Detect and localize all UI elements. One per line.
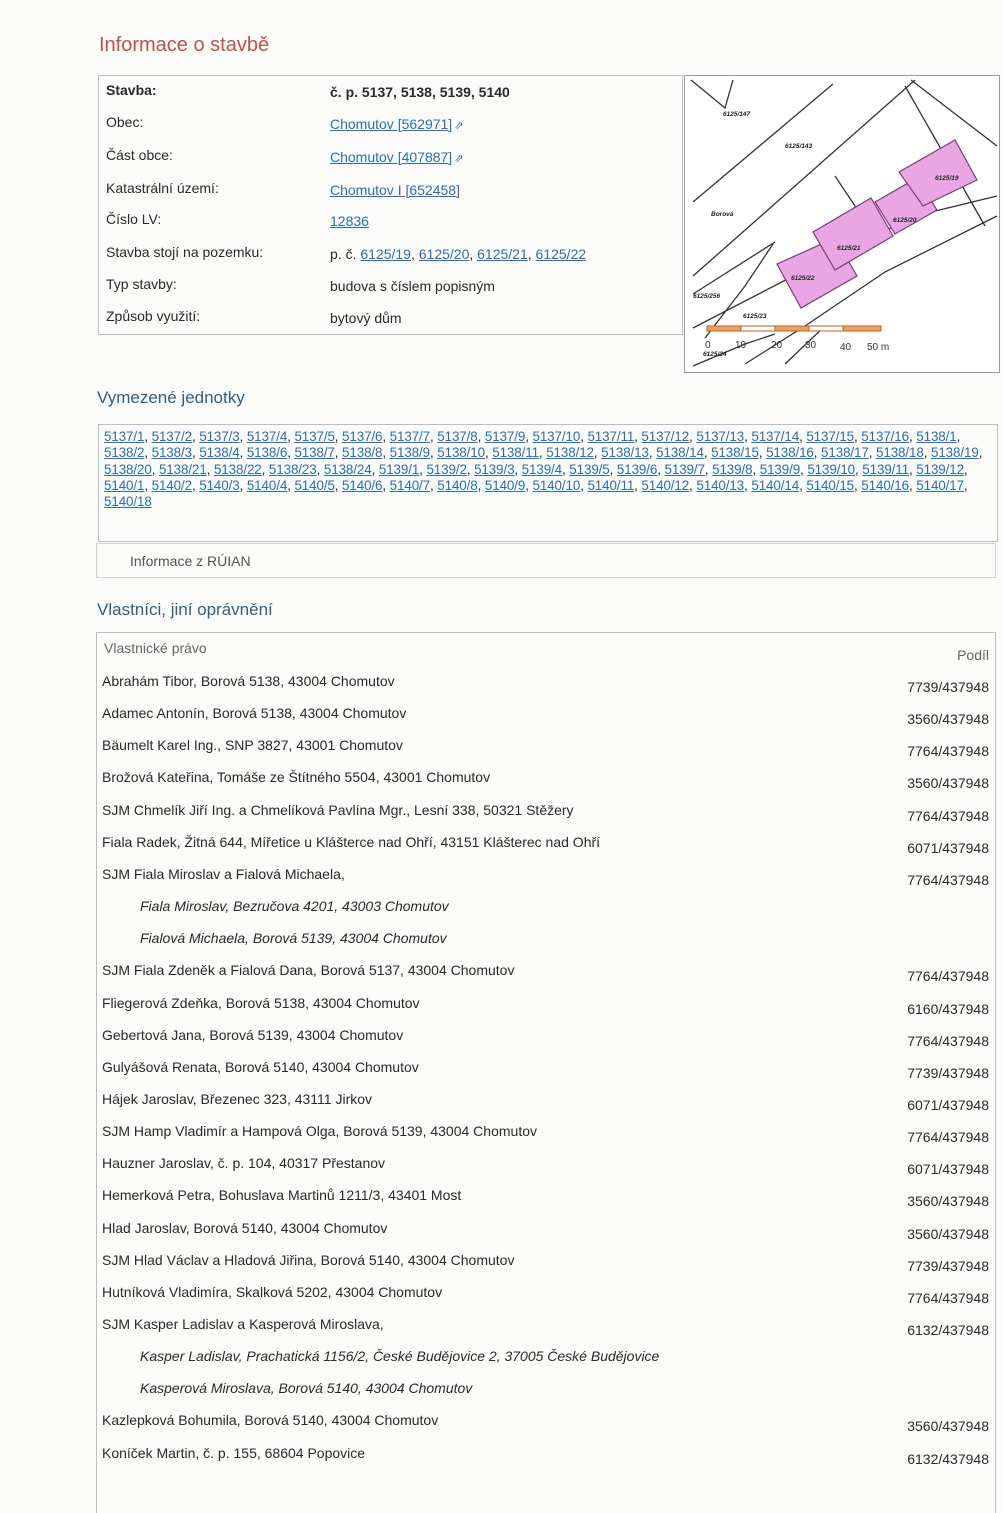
unit-link[interactable]: 5140/5 xyxy=(294,477,335,493)
parcel-prefix: p. č. xyxy=(330,246,357,262)
owner-row xyxy=(97,1051,995,1083)
info-key: Obec: xyxy=(106,114,144,130)
owner-name: Hájek Jaroslav, Březenec 323, 43111 Jirkov xyxy=(102,1090,373,1107)
owner-row xyxy=(97,858,995,890)
map-line xyxy=(693,242,775,294)
owner-name: Kasperová Miroslava, Borová 5140, 43004 Chomutov xyxy=(140,1380,473,1397)
unit-link[interactable]: 5138/3 xyxy=(151,445,192,461)
info-row-cislo-lv xyxy=(99,205,682,237)
owner-name: Hauzner Jaroslav, č. p. 104, 40317 Přestanov xyxy=(102,1155,386,1172)
owner-share: 6071/437948 xyxy=(907,1161,989,1178)
unit-link[interactable]: 5137/2 xyxy=(151,429,192,444)
owner-name: Bäumelt Karel Ing., SNP 3827, 43001 Chomutov xyxy=(102,737,403,754)
owner-sub-row xyxy=(97,1372,995,1404)
owners-table xyxy=(96,632,996,1513)
unit-link[interactable]: 5140/11 xyxy=(587,477,635,493)
owner-name: Hlad Jaroslav, Borová 5140, 43004 Chomutov xyxy=(102,1219,388,1236)
unit-link[interactable]: 5140/1 xyxy=(104,477,145,493)
unit-link[interactable]: 5138/1 xyxy=(916,429,957,444)
info-key: Stavba: xyxy=(106,82,157,98)
info-key: Číslo LV: xyxy=(106,211,162,227)
owner-share: 3560/437948 xyxy=(907,1418,989,1435)
map-label: 6125/147 xyxy=(723,111,751,118)
parcel-link[interactable]: 6125/20 xyxy=(418,246,470,262)
owner-name: Hutníková Vladimíra, Skalková 5202, 43004 Chomutov xyxy=(102,1283,443,1300)
owner-row xyxy=(97,1244,995,1276)
owner-share: 7764/437948 xyxy=(907,1129,989,1146)
unit-link[interactable]: 5137/9 xyxy=(484,429,526,444)
ruian-label[interactable]: Informace z RÚIAN xyxy=(130,553,251,569)
unit-link[interactable]: 5137/8 xyxy=(437,429,478,444)
owner-row xyxy=(97,954,995,986)
unit-link[interactable]: 5138/9 xyxy=(389,445,431,461)
owner-sub-row xyxy=(97,1340,995,1372)
owner-name: Fiala Radek, Žitná 644, Mířetice u Klášterce nad Ohří, 43151 Klášterec nad Ohří xyxy=(102,833,601,850)
info-key: Katastrální území: xyxy=(106,180,219,196)
owner-row xyxy=(97,1276,995,1308)
owner-share: 7739/437948 xyxy=(907,679,989,695)
info-row-cast-obce xyxy=(99,141,682,173)
unit-link[interactable]: 5140/2 xyxy=(151,477,192,493)
info-row-obec xyxy=(99,108,682,140)
unit-link[interactable]: 5138/4 xyxy=(199,445,240,461)
scale-label: 40 xyxy=(840,342,852,353)
owner-row xyxy=(97,1212,995,1244)
map-label: 6125/22 xyxy=(791,275,815,282)
unit-link[interactable]: 5137/6 xyxy=(342,429,383,444)
owner-name: SJM Chmelík Jiří Ing. a Chmelíková Pavlína Mgr., Lesní 338, 50321 Stěžery xyxy=(102,801,574,818)
unit-link[interactable]: 5140/6 xyxy=(342,477,383,493)
owner-share: 7764/437948 xyxy=(907,1032,989,1049)
owner-share: 3560/437948 xyxy=(907,1225,989,1242)
map-label: Borová xyxy=(711,211,734,218)
info-row-zpusob-vyuziti xyxy=(99,302,682,334)
unit-link[interactable]: 5139/12 xyxy=(916,461,964,477)
unit-link[interactable]: 5139/2 xyxy=(426,461,467,477)
unit-link[interactable]: 5140/12 xyxy=(641,477,690,493)
parcel-link[interactable]: 6125/21 xyxy=(477,246,528,262)
owner-row xyxy=(97,1404,995,1436)
owner-share: 6071/437948 xyxy=(907,1096,989,1113)
page-title: Informace o stavbě xyxy=(99,34,270,56)
info-row-katastralni-uzemi xyxy=(99,174,682,206)
owner-share: 3560/437948 xyxy=(907,711,989,728)
info-value: bytový dům xyxy=(330,310,402,326)
info-value-stavba: č. p. 5137, 5138, 5139, 5140 xyxy=(330,84,510,100)
external-link-icon[interactable]: ⇗ xyxy=(454,153,464,165)
units-list-box xyxy=(98,424,998,542)
owner-name: Adamec Antonín, Borová 5138, 43004 Chomutov xyxy=(102,705,407,722)
unit-link[interactable]: 5138/17 xyxy=(821,445,869,461)
unit-link[interactable]: 5137/10 xyxy=(532,429,581,444)
owner-name: Gulyášová Renata, Borová 5140, 43004 Chomutov xyxy=(102,1058,419,1075)
owner-name: Fliegerová Zdeňka, Borová 5138, 43004 Chomutov xyxy=(102,994,420,1011)
owner-share: 7739/437948 xyxy=(907,1064,989,1081)
owner-name: Kazlepková Bohumila, Borová 5140, 43004 Chomutov xyxy=(102,1412,439,1429)
owner-share: 6132/437948 xyxy=(907,1322,989,1338)
unit-link[interactable]: 5139/10 xyxy=(807,461,856,477)
owner-share: 7764/437948 xyxy=(907,807,989,824)
unit-link[interactable]: 5139/8 xyxy=(712,461,753,477)
owner-share: 6132/437948 xyxy=(907,1450,989,1467)
map-label: 6125/24 xyxy=(703,351,727,358)
map-label: 6125/19 xyxy=(935,175,959,182)
unit-link[interactable]: 5139/9 xyxy=(759,461,801,477)
cast-obce-link[interactable]: Chomutov [407887] xyxy=(330,149,453,165)
unit-link[interactable]: 5138/20 xyxy=(104,461,152,477)
info-key: Typ stavby: xyxy=(106,276,177,292)
owner-name: Abrahám Tibor, Borová 5138, 43004 Chomutov xyxy=(102,673,395,689)
unit-link[interactable]: 5140/17 xyxy=(916,477,964,493)
scale-label: 10 xyxy=(735,340,747,351)
external-link-icon[interactable]: ⇗ xyxy=(454,120,464,132)
unit-link[interactable]: 5140/8 xyxy=(437,477,478,493)
owner-row xyxy=(97,697,995,729)
unit-link[interactable]: 5140/15 xyxy=(806,477,855,493)
owners-section-title: Vlastníci, jiní oprávnění xyxy=(97,600,273,619)
owner-name: SJM Fiala Miroslav a Fialová Michaela, xyxy=(102,865,345,882)
unit-link[interactable]: 5137/16 xyxy=(861,429,910,444)
unit-link[interactable]: 5138/12 xyxy=(546,445,594,461)
obec-link[interactable]: Chomutov [562971] xyxy=(330,116,453,132)
map-scale-bar xyxy=(707,326,881,331)
info-key: Stavba stojí na pozemku: xyxy=(106,244,264,260)
owner-row xyxy=(97,987,995,1019)
unit-link[interactable]: 5138/16 xyxy=(766,445,814,461)
owner-row xyxy=(97,1083,995,1115)
scale-label: 30 xyxy=(805,340,817,351)
map-label: 6125/23 xyxy=(743,313,767,320)
owner-share: 7764/437948 xyxy=(907,968,989,985)
unit-link[interactable]: 5138/22 xyxy=(213,461,262,477)
unit-link[interactable]: 5138/8 xyxy=(342,445,383,461)
unit-link[interactable]: 5138/21 xyxy=(158,461,207,477)
unit-link[interactable]: 5137/3 xyxy=(199,429,240,444)
owner-row xyxy=(97,794,995,826)
owner-name: SJM Hamp Vladimír a Hampová Olga, Borová 5139, 43004 Chomutov xyxy=(102,1123,537,1140)
owner-row xyxy=(97,729,995,761)
unit-link[interactable]: 5137/7 xyxy=(389,429,431,444)
unit-link[interactable]: 5138/24 xyxy=(323,461,372,477)
map-drawing xyxy=(685,76,999,372)
unit-link[interactable]: 5138/11 xyxy=(492,445,539,461)
owner-share: 7764/437948 xyxy=(907,743,989,760)
owner-share: 6071/437948 xyxy=(907,839,989,856)
map-label: 6125/20 xyxy=(893,217,917,224)
unit-link[interactable]: 5140/4 xyxy=(246,477,288,493)
unit-link[interactable]: 5138/15 xyxy=(711,445,759,461)
owner-row xyxy=(97,1179,995,1211)
map-line xyxy=(691,80,733,108)
owner-share: 3560/437948 xyxy=(907,775,989,792)
map-label: 6125/143 xyxy=(785,143,813,150)
owner-row xyxy=(97,665,995,697)
unit-link[interactable]: 5137/12 xyxy=(641,429,690,444)
owner-name: Gebertová Jana, Borová 5139, 43004 Chomutov xyxy=(102,1026,404,1043)
scale-label: 20 xyxy=(771,340,783,351)
owner-name: SJM Fiala Zdeněk a Fialová Dana, Borová 5137, 43004 Chomutov xyxy=(102,962,515,979)
unit-link[interactable]: 5139/6 xyxy=(616,461,658,477)
cislo-lv-link[interactable]: 12836 xyxy=(330,213,369,229)
owner-share: 7764/437948 xyxy=(907,871,989,888)
unit-link[interactable]: 5137/1 xyxy=(104,429,145,444)
map-label: 6125/21 xyxy=(837,245,861,252)
unit-link[interactable]: 5138/7 xyxy=(294,445,335,461)
unit-link[interactable]: 5137/11 xyxy=(587,429,635,444)
katastralni-uzemi-link[interactable]: Chomutov I [652458] xyxy=(330,182,460,198)
owner-share: 6160/437948 xyxy=(907,1000,989,1017)
unit-link[interactable]: 5139/11 xyxy=(862,461,910,477)
info-row-stavba xyxy=(99,76,682,108)
unit-link[interactable]: 5138/19 xyxy=(930,445,979,461)
owner-share: 7764/437948 xyxy=(907,1289,989,1306)
unit-link[interactable]: 5139/4 xyxy=(521,461,563,477)
unit-link[interactable]: 5138/13 xyxy=(601,445,649,461)
owners-header-right: Podíl xyxy=(957,647,989,663)
scale-label: 0 xyxy=(705,340,711,351)
unit-link[interactable]: 5137/5 xyxy=(294,429,335,444)
owner-name: Fiala Miroslav, Bezručova 4201, 43003 Chomutov xyxy=(140,898,449,915)
units-list: 5137/1, 5137/2, 5137/3, 5137/4, 5137/5, 5137/6, 5137/7, 5137/8, 5137/9, 5137/10, 5137/11, 5137/12, 5137/13, 5137/14, 5137/15, 5137/16, 5138/1, 5138/2, 5138/3, 5138/4, 5138/6, 5138/7, 5138/8, 5138/9, 5138/10, 5138/11, 5138/12, 5138/13, 5138/14, 5138/15, 5138/16, 5138/17, 5138/18, 5138/19, 5138/20, 5138/21, 5138/22, 5138/23, 5138/24, 5139/1, 5139/2, 5139/3, 5139/4, 5139/5, 5139/6, 5139/7, 5139/8, 5139/9, 5139/10, 5139/11, 5139/12, 5140/1, 5140/2, 5140/3, 5140/4, 5140/5, 5140/6, 5140/7, 5140/8, 5140/9, 5140/10, 5140/11, 5140/12, 5140/13, 5140/14, 5140/15, 5140/16, 5140/17, 5140/18 xyxy=(104,429,983,510)
info-row-pozemek: Stavba stojí na pozemku: p. č. 6125/19, 6125/20, 6125/21, 6125/22 xyxy=(106,244,587,262)
owner-row xyxy=(97,1308,995,1340)
owner-name: Kasper Ladislav, Prachatická 1156/2, České Budějovice 2, 37005 České Budějovice xyxy=(140,1348,660,1365)
owner-name: Brožová Kateřina, Tomáše ze Štítného 5504, 43001 Chomutov xyxy=(102,769,491,786)
owner-name: Hemerková Petra, Bohuslava Martinů 1211/3, 43401 Most xyxy=(102,1187,462,1204)
owner-row xyxy=(97,761,995,793)
map-line xyxy=(693,80,915,276)
owner-share: 3560/437948 xyxy=(907,1193,989,1210)
parcel-link[interactable]: 6125/19 xyxy=(360,246,411,262)
ruian-panel[interactable] xyxy=(96,543,996,578)
info-value: budova s číslem popisným xyxy=(330,278,495,294)
unit-link[interactable]: 5138/6 xyxy=(246,445,288,461)
unit-link[interactable]: 5137/15 xyxy=(806,429,855,444)
unit-link[interactable]: 5138/10 xyxy=(437,445,485,461)
owner-name: SJM Kasper Ladislav a Kasperová Miroslava, xyxy=(102,1316,384,1332)
unit-link[interactable]: 5140/7 xyxy=(389,477,431,493)
map-line xyxy=(911,80,997,146)
info-key: Způsob využití: xyxy=(106,308,201,324)
parcel-link[interactable]: 6125/22 xyxy=(535,246,587,262)
unit-link[interactable]: 5140/10 xyxy=(532,477,581,493)
unit-link[interactable]: 5137/4 xyxy=(246,429,288,444)
map-label: 6125/256 xyxy=(693,293,721,300)
cadastral-map[interactable] xyxy=(684,75,1000,373)
unit-link[interactable]: 5140/16 xyxy=(861,477,910,493)
unit-link[interactable]: 5139/7 xyxy=(664,461,705,477)
unit-link[interactable]: 5139/3 xyxy=(474,461,515,477)
unit-link[interactable]: 5140/18 xyxy=(104,494,152,510)
map-line xyxy=(705,244,773,338)
unit-link[interactable]: 5140/9 xyxy=(484,477,526,493)
info-key: Část obce: xyxy=(106,147,173,163)
owner-sub-row xyxy=(97,922,995,954)
owner-row xyxy=(97,1115,995,1147)
unit-link[interactable]: 5138/2 xyxy=(104,445,145,461)
info-row-typ-stavby xyxy=(99,270,682,302)
units-section-title: Vymezené jednotky xyxy=(97,388,245,407)
owner-name: SJM Hlad Václav a Hladová Jiřina, Borová 5140, 43004 Chomutov xyxy=(102,1251,515,1268)
owner-name: Koníček Martin, č. p. 155, 68604 Popovice xyxy=(102,1444,366,1461)
owners-header-left: Vlastnické právo xyxy=(104,640,207,656)
owner-row xyxy=(97,826,995,858)
unit-link[interactable]: 5140/3 xyxy=(199,477,240,493)
unit-link[interactable]: 5139/5 xyxy=(569,461,610,477)
owner-row xyxy=(97,1437,995,1469)
unit-link[interactable]: 5137/14 xyxy=(751,429,800,444)
owner-share: 7739/437948 xyxy=(907,1257,989,1274)
building-info-table xyxy=(98,75,683,335)
unit-link[interactable]: 5137/13 xyxy=(696,429,745,444)
unit-link[interactable]: 5138/18 xyxy=(876,445,924,461)
unit-link[interactable]: 5140/14 xyxy=(751,477,800,493)
scale-label: 50 m xyxy=(867,342,890,353)
unit-link[interactable]: 5140/13 xyxy=(696,477,745,493)
owner-row xyxy=(97,1019,995,1051)
unit-link[interactable]: 5138/23 xyxy=(268,461,317,477)
unit-link[interactable]: 5138/14 xyxy=(656,445,704,461)
unit-link[interactable]: 5139/1 xyxy=(378,461,420,477)
owner-name: Fialová Michaela, Borová 5139, 43004 Chomutov xyxy=(140,930,447,947)
owner-row xyxy=(97,1147,995,1179)
owner-sub-row xyxy=(97,890,995,922)
